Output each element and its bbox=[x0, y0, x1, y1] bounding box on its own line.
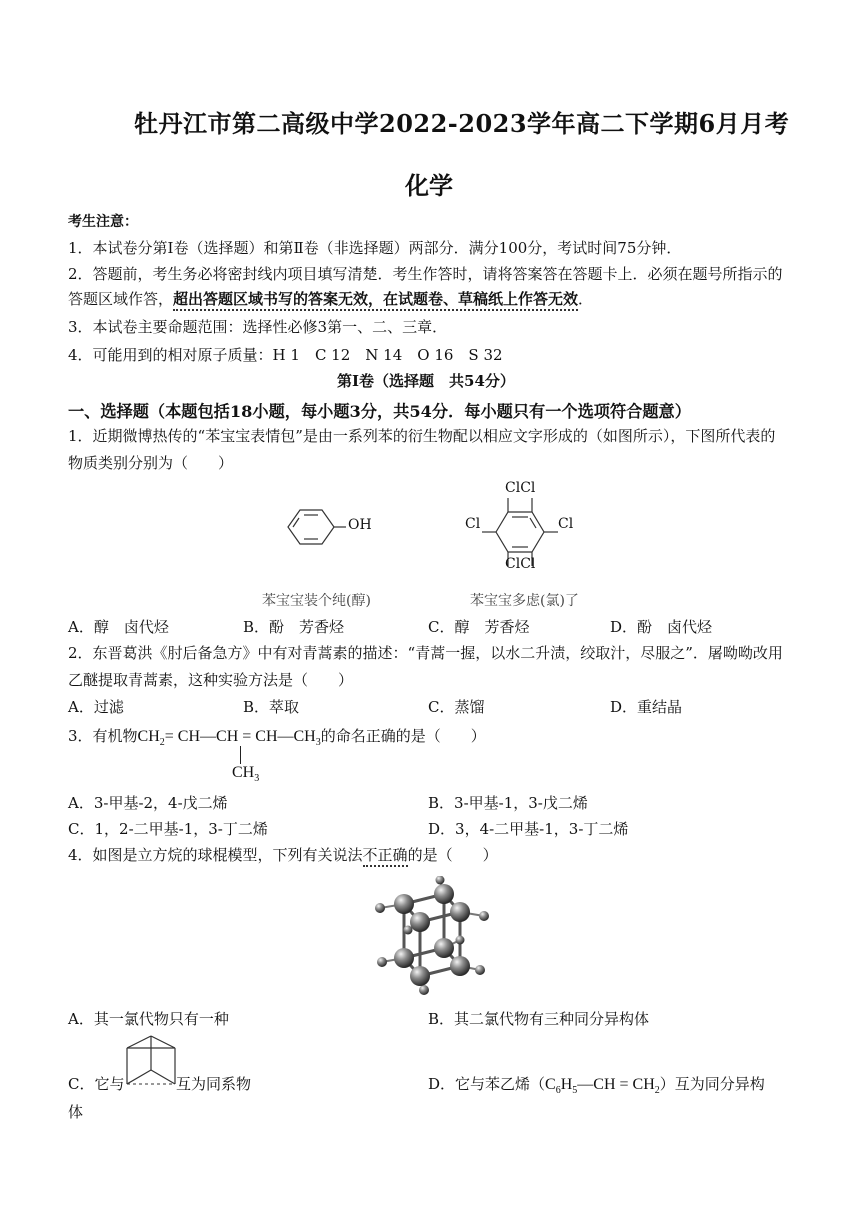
q2-option-b: B．萃取 bbox=[243, 698, 300, 716]
q4-d-s2: 5 bbox=[572, 1085, 578, 1097]
q3-f-s1: 2 bbox=[159, 737, 165, 749]
q4-option-d bbox=[428, 1074, 765, 1101]
q4-d-s1: 6 bbox=[555, 1085, 561, 1097]
q3-branch-s: 3 bbox=[254, 773, 260, 785]
q2-line1: 2．东晋葛洪《肘后备急方》中有对青蒿素的描述：“青蒿一握，以水二升渍，绞取汁，尽服之”．屠呦呦改用 bbox=[68, 644, 783, 662]
q3-suffix: 的命名正确的是（ ） bbox=[320, 727, 486, 745]
q4-d-p2: H bbox=[560, 1076, 573, 1093]
q3-formula bbox=[137, 728, 321, 749]
q4-option-d-post: ）互为同分异构 bbox=[659, 1075, 765, 1093]
notice-item-2-text: 答题区域作答， bbox=[68, 290, 174, 308]
prism-structure bbox=[124, 1034, 178, 1090]
subject-title: 化学 bbox=[405, 171, 453, 200]
cubane-ball-stick-model bbox=[368, 876, 498, 998]
q3-branch-bond bbox=[240, 746, 241, 764]
q1-line1: 1．近期微博热传的“苯宝宝表情包”是由一系列苯的衍生物配以相应文字形成的（如图所示），下图所代表的 bbox=[68, 427, 776, 445]
notice-item-3: 3．本试卷主要命题范围：选择性必修3第一、二、三章． bbox=[68, 318, 448, 336]
notice-item-1: 1．本试卷分第Ⅰ卷（选择题）和第Ⅱ卷（非选择题）两部分．满分100分，考试时间75分钟． bbox=[68, 239, 682, 257]
q4-option-a: A．其一氯代物只有一种 bbox=[68, 1010, 229, 1028]
cl-right-label: Cl bbox=[558, 516, 574, 532]
q4-option-c-pre: C．它与 bbox=[68, 1075, 125, 1093]
cl-left-label: Cl bbox=[465, 516, 481, 532]
q4-stem-b: 的是（ ） bbox=[407, 846, 498, 864]
q3-f-p2: = CH—CH = CH—CH bbox=[164, 728, 316, 745]
q3-f-s2: 3 bbox=[315, 737, 321, 749]
q2-option-d: D．重结晶 bbox=[610, 698, 683, 716]
q4-stem bbox=[68, 845, 498, 865]
notice-item-2-end: ． bbox=[578, 290, 594, 308]
q1-option-b: B．酚 芳香烃 bbox=[243, 618, 345, 636]
q4-option-d-formula bbox=[545, 1076, 660, 1097]
section-title: 一、选择题（本题包括18小题，每小题3分，共54分．每小题只有一个选项符合题意） bbox=[68, 402, 691, 421]
q4-option-c-post: 互为同系物 bbox=[176, 1075, 252, 1093]
caption-right: 苯宝宝多虑(氯)了 bbox=[470, 593, 579, 609]
q4-option-b: B．其二氯代物有三种同分异构体 bbox=[428, 1010, 650, 1028]
notice-item-4: 4．可能用到的相对原子质量：H 1 C 12 N 14 O 16 S 32 bbox=[68, 346, 503, 364]
q3-option-c: C．1，2-二甲基-1，3-丁二烯 bbox=[68, 820, 268, 838]
q1-line2: 物质类别分别为（ ） bbox=[68, 454, 234, 472]
q3-option-a: A．3-甲基-2，4-戊二烯 bbox=[68, 794, 228, 812]
q3-f-p1: CH bbox=[137, 728, 160, 745]
notice-heading: 考生注意： bbox=[68, 214, 138, 230]
q1-option-c: C．醇 芳香烃 bbox=[428, 618, 530, 636]
q3-prefix: 3．有机物 bbox=[68, 727, 138, 745]
part1-title: 第Ⅰ卷（选择题 共54分） bbox=[337, 372, 515, 390]
q2-line2: 乙醚提取青蒿素，这种实验方法是（ ） bbox=[68, 671, 354, 689]
exam-title: 牡丹江市第二高级中学2022-2023学年高二下学期6月月考 bbox=[134, 109, 790, 138]
q3-branch-p: CH bbox=[232, 764, 255, 781]
cl-bottom-label: ClCl bbox=[505, 556, 536, 572]
caption-left: 苯宝宝装个纯(醇) bbox=[262, 593, 371, 609]
notice-item-2-cont bbox=[68, 289, 593, 309]
q3-option-d: D．3，4-二甲基-1，3-丁二烯 bbox=[428, 820, 629, 838]
q4-d-p1: C bbox=[545, 1076, 556, 1093]
q3-option-b: B．3-甲基-1，3-戊二烯 bbox=[428, 794, 588, 812]
q4-stem-emph: 不正确 bbox=[363, 846, 408, 867]
q4-stem-a: 4．如图是立方烷的球棍模型，下列有关说法 bbox=[68, 846, 363, 864]
q1-option-d: D．酚 卤代烃 bbox=[610, 618, 713, 636]
q4-d-p3: —CH = CH bbox=[577, 1076, 655, 1093]
q2-option-a: A．过滤 bbox=[68, 698, 124, 716]
notice-emphasis: 超出答题区域书写的答案无效，在试题卷、草稿纸上作答无效 bbox=[173, 290, 578, 311]
q4-option-d-pre: D．它与苯乙烯（ bbox=[428, 1075, 546, 1093]
q1-option-a: A．醇 卤代烃 bbox=[68, 618, 169, 636]
q3-stem bbox=[68, 726, 486, 753]
cl-top-label: ClCl bbox=[505, 480, 536, 496]
q2-option-c: C．蒸馏 bbox=[428, 698, 485, 716]
q3-branch bbox=[232, 764, 259, 784]
q4-d-s3: 2 bbox=[654, 1085, 660, 1097]
q4-option-d-cont: 体 bbox=[68, 1103, 84, 1121]
phenol-oh-label: OH bbox=[348, 517, 372, 533]
notice-item-2: 2．答题前，考生务必将密封线内项目填写清楚．考生作答时，请将答案答在答题卡上．必须在题号所指示的 bbox=[68, 265, 783, 283]
